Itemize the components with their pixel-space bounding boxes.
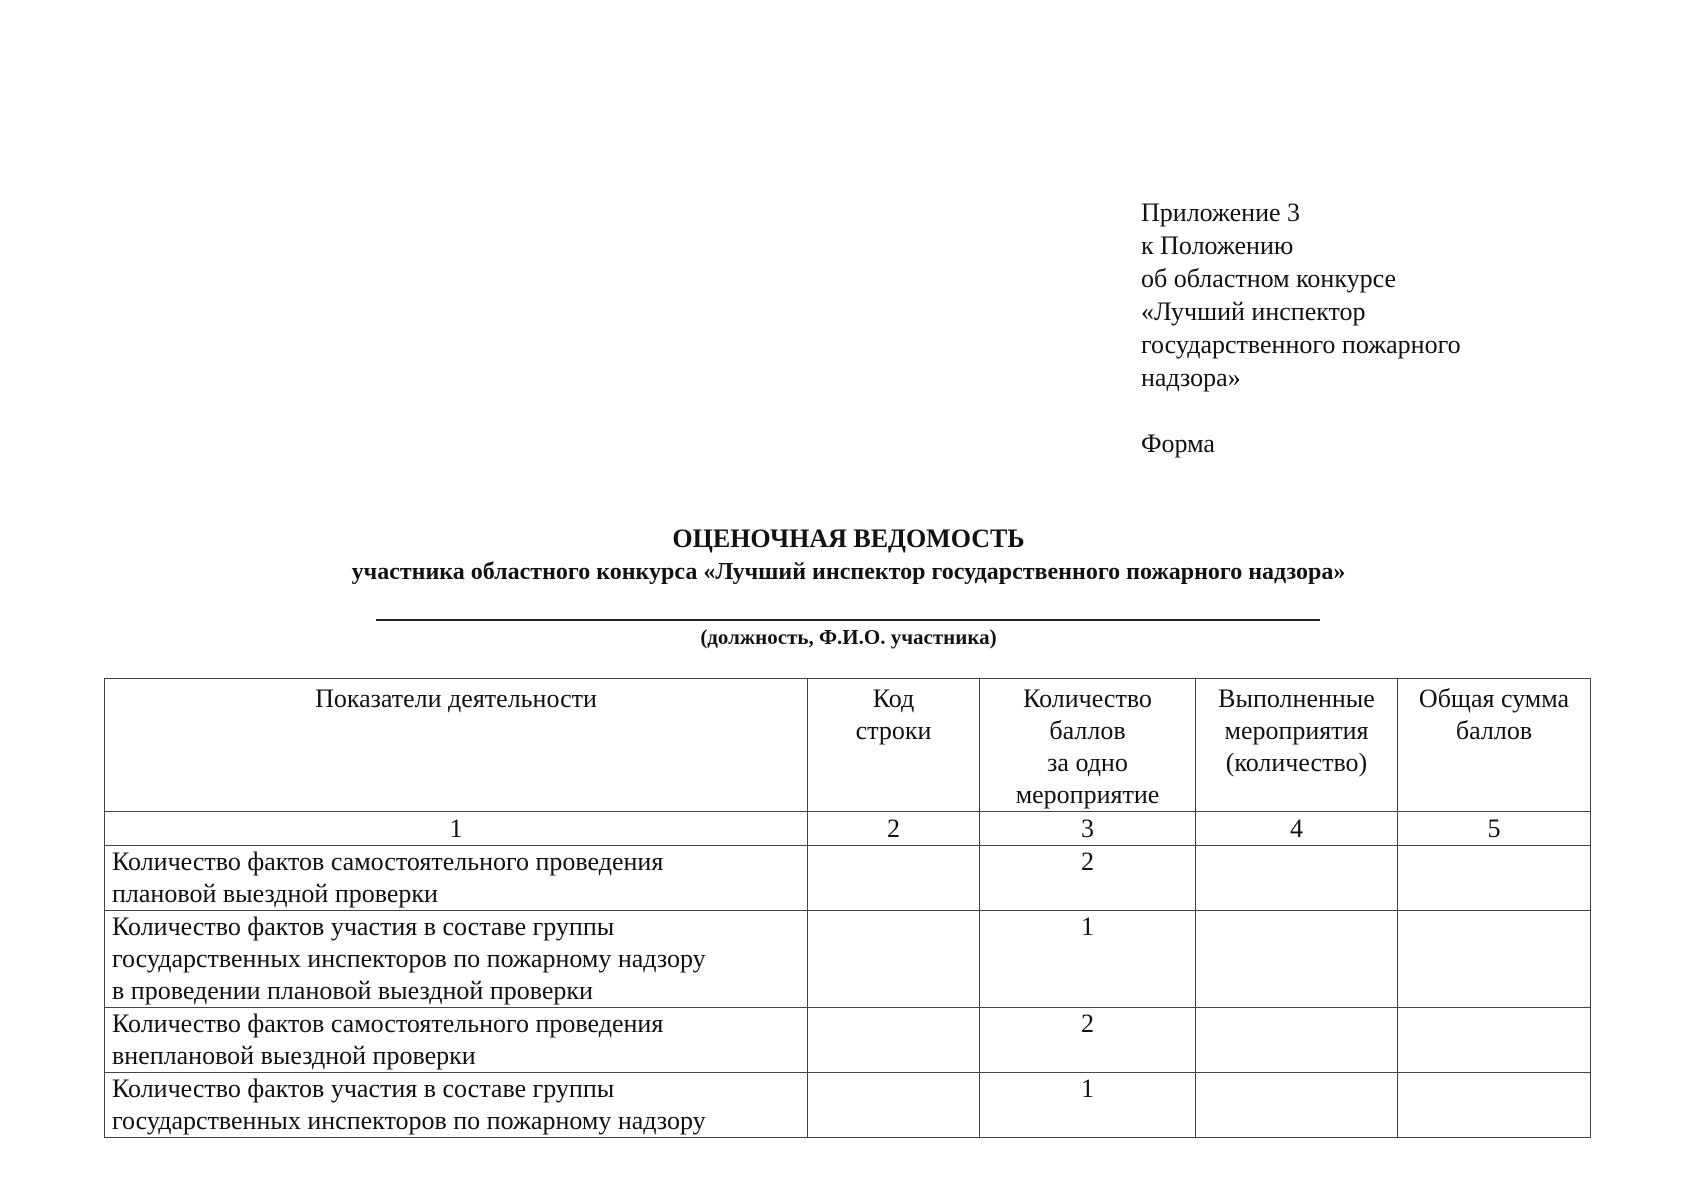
form-label: Форма — [1141, 429, 1215, 458]
completed-cell[interactable] — [1196, 846, 1398, 911]
appendix-block — [1141, 196, 1561, 460]
table-row — [105, 911, 1591, 1008]
participant-name-line — [376, 619, 1320, 621]
header-line: Общая сумма — [1418, 684, 1570, 713]
column-number: 5 — [1398, 812, 1591, 846]
rating-table — [104, 678, 1591, 1138]
header-completed-events — [1196, 679, 1398, 812]
header-total-points — [1398, 679, 1591, 812]
indicator-line: государственных инспекторов по пожарному надзору — [112, 944, 706, 973]
total-cell[interactable] — [1398, 1073, 1591, 1138]
indicator-line: государственных инспекторов по пожарному надзору — [112, 1106, 706, 1135]
row-code-cell[interactable] — [808, 1008, 980, 1073]
header-line: (количество) — [1225, 748, 1368, 777]
indicator-line: Количество фактов самостоятельного проведения — [112, 847, 664, 876]
indicator-line: Количество фактов самостоятельного проведения — [112, 1009, 664, 1038]
column-number-row — [105, 812, 1591, 846]
table-header-row — [105, 679, 1591, 812]
points-cell: 1 — [980, 1073, 1196, 1138]
points-cell: 2 — [980, 846, 1196, 911]
indicator-cell — [105, 1073, 808, 1138]
appendix-line: Приложение 3 — [1141, 198, 1301, 227]
column-number: 2 — [808, 812, 980, 846]
indicator-line: внеплановой выездной проверки — [112, 1041, 476, 1070]
header-row-code — [808, 679, 980, 812]
header-line: Код — [872, 684, 915, 713]
indicator-line: Количество фактов участия в составе группы — [112, 1074, 615, 1103]
table-row — [105, 1008, 1591, 1073]
appendix-line: надзора» — [1141, 363, 1241, 392]
header-line: мероприятия — [1224, 716, 1369, 745]
points-cell: 1 — [980, 911, 1196, 1008]
total-cell[interactable] — [1398, 1008, 1591, 1073]
document-subtitle: участника областного конкурса «Лучший инспектор государственного пожарного надзора» — [351, 559, 1346, 585]
header-line: мероприятие — [1015, 780, 1160, 809]
indicator-cell — [105, 846, 808, 911]
indicator-line: плановой выездной проверки — [112, 879, 438, 908]
header-line: Количество — [1023, 684, 1152, 713]
column-number: 4 — [1196, 812, 1398, 846]
column-number: 1 — [105, 812, 808, 846]
header-line: Показатели деятельности — [315, 684, 597, 713]
column-number: 3 — [980, 812, 1196, 846]
indicator-line: в проведении плановой выездной проверки — [112, 976, 593, 1005]
completed-cell[interactable] — [1196, 1008, 1398, 1073]
indicator-cell — [105, 911, 808, 1008]
indicator-line: Количество фактов участия в составе группы — [112, 912, 615, 941]
appendix-line: государственного пожарного — [1141, 330, 1461, 359]
document-title: ОЦЕНОЧНАЯ ВЕДОМОСТЬ — [672, 524, 1025, 553]
indicator-cell — [105, 1008, 808, 1073]
header-indicators — [105, 679, 808, 812]
table-row — [105, 1073, 1591, 1138]
total-cell[interactable] — [1398, 846, 1591, 911]
header-line: за одно — [1047, 748, 1128, 777]
points-cell: 2 — [980, 1008, 1196, 1073]
participant-name-caption: (должность, Ф.И.О. участника) — [700, 625, 997, 649]
appendix-line: «Лучший инспектор — [1141, 297, 1366, 326]
appendix-line: об областном конкурсе — [1141, 264, 1396, 293]
header-line: Выполненные — [1218, 684, 1375, 713]
row-code-cell[interactable] — [808, 1073, 980, 1138]
table-row — [105, 846, 1591, 911]
header-line: баллов — [1455, 716, 1533, 745]
appendix-line: к Положению — [1141, 231, 1294, 260]
completed-cell[interactable] — [1196, 1073, 1398, 1138]
header-line: баллов — [1049, 716, 1126, 745]
header-line: строки — [855, 716, 932, 745]
row-code-cell[interactable] — [808, 846, 980, 911]
completed-cell[interactable] — [1196, 911, 1398, 1008]
row-code-cell[interactable] — [808, 911, 980, 1008]
header-points-per-event — [980, 679, 1196, 812]
total-cell[interactable] — [1398, 911, 1591, 1008]
